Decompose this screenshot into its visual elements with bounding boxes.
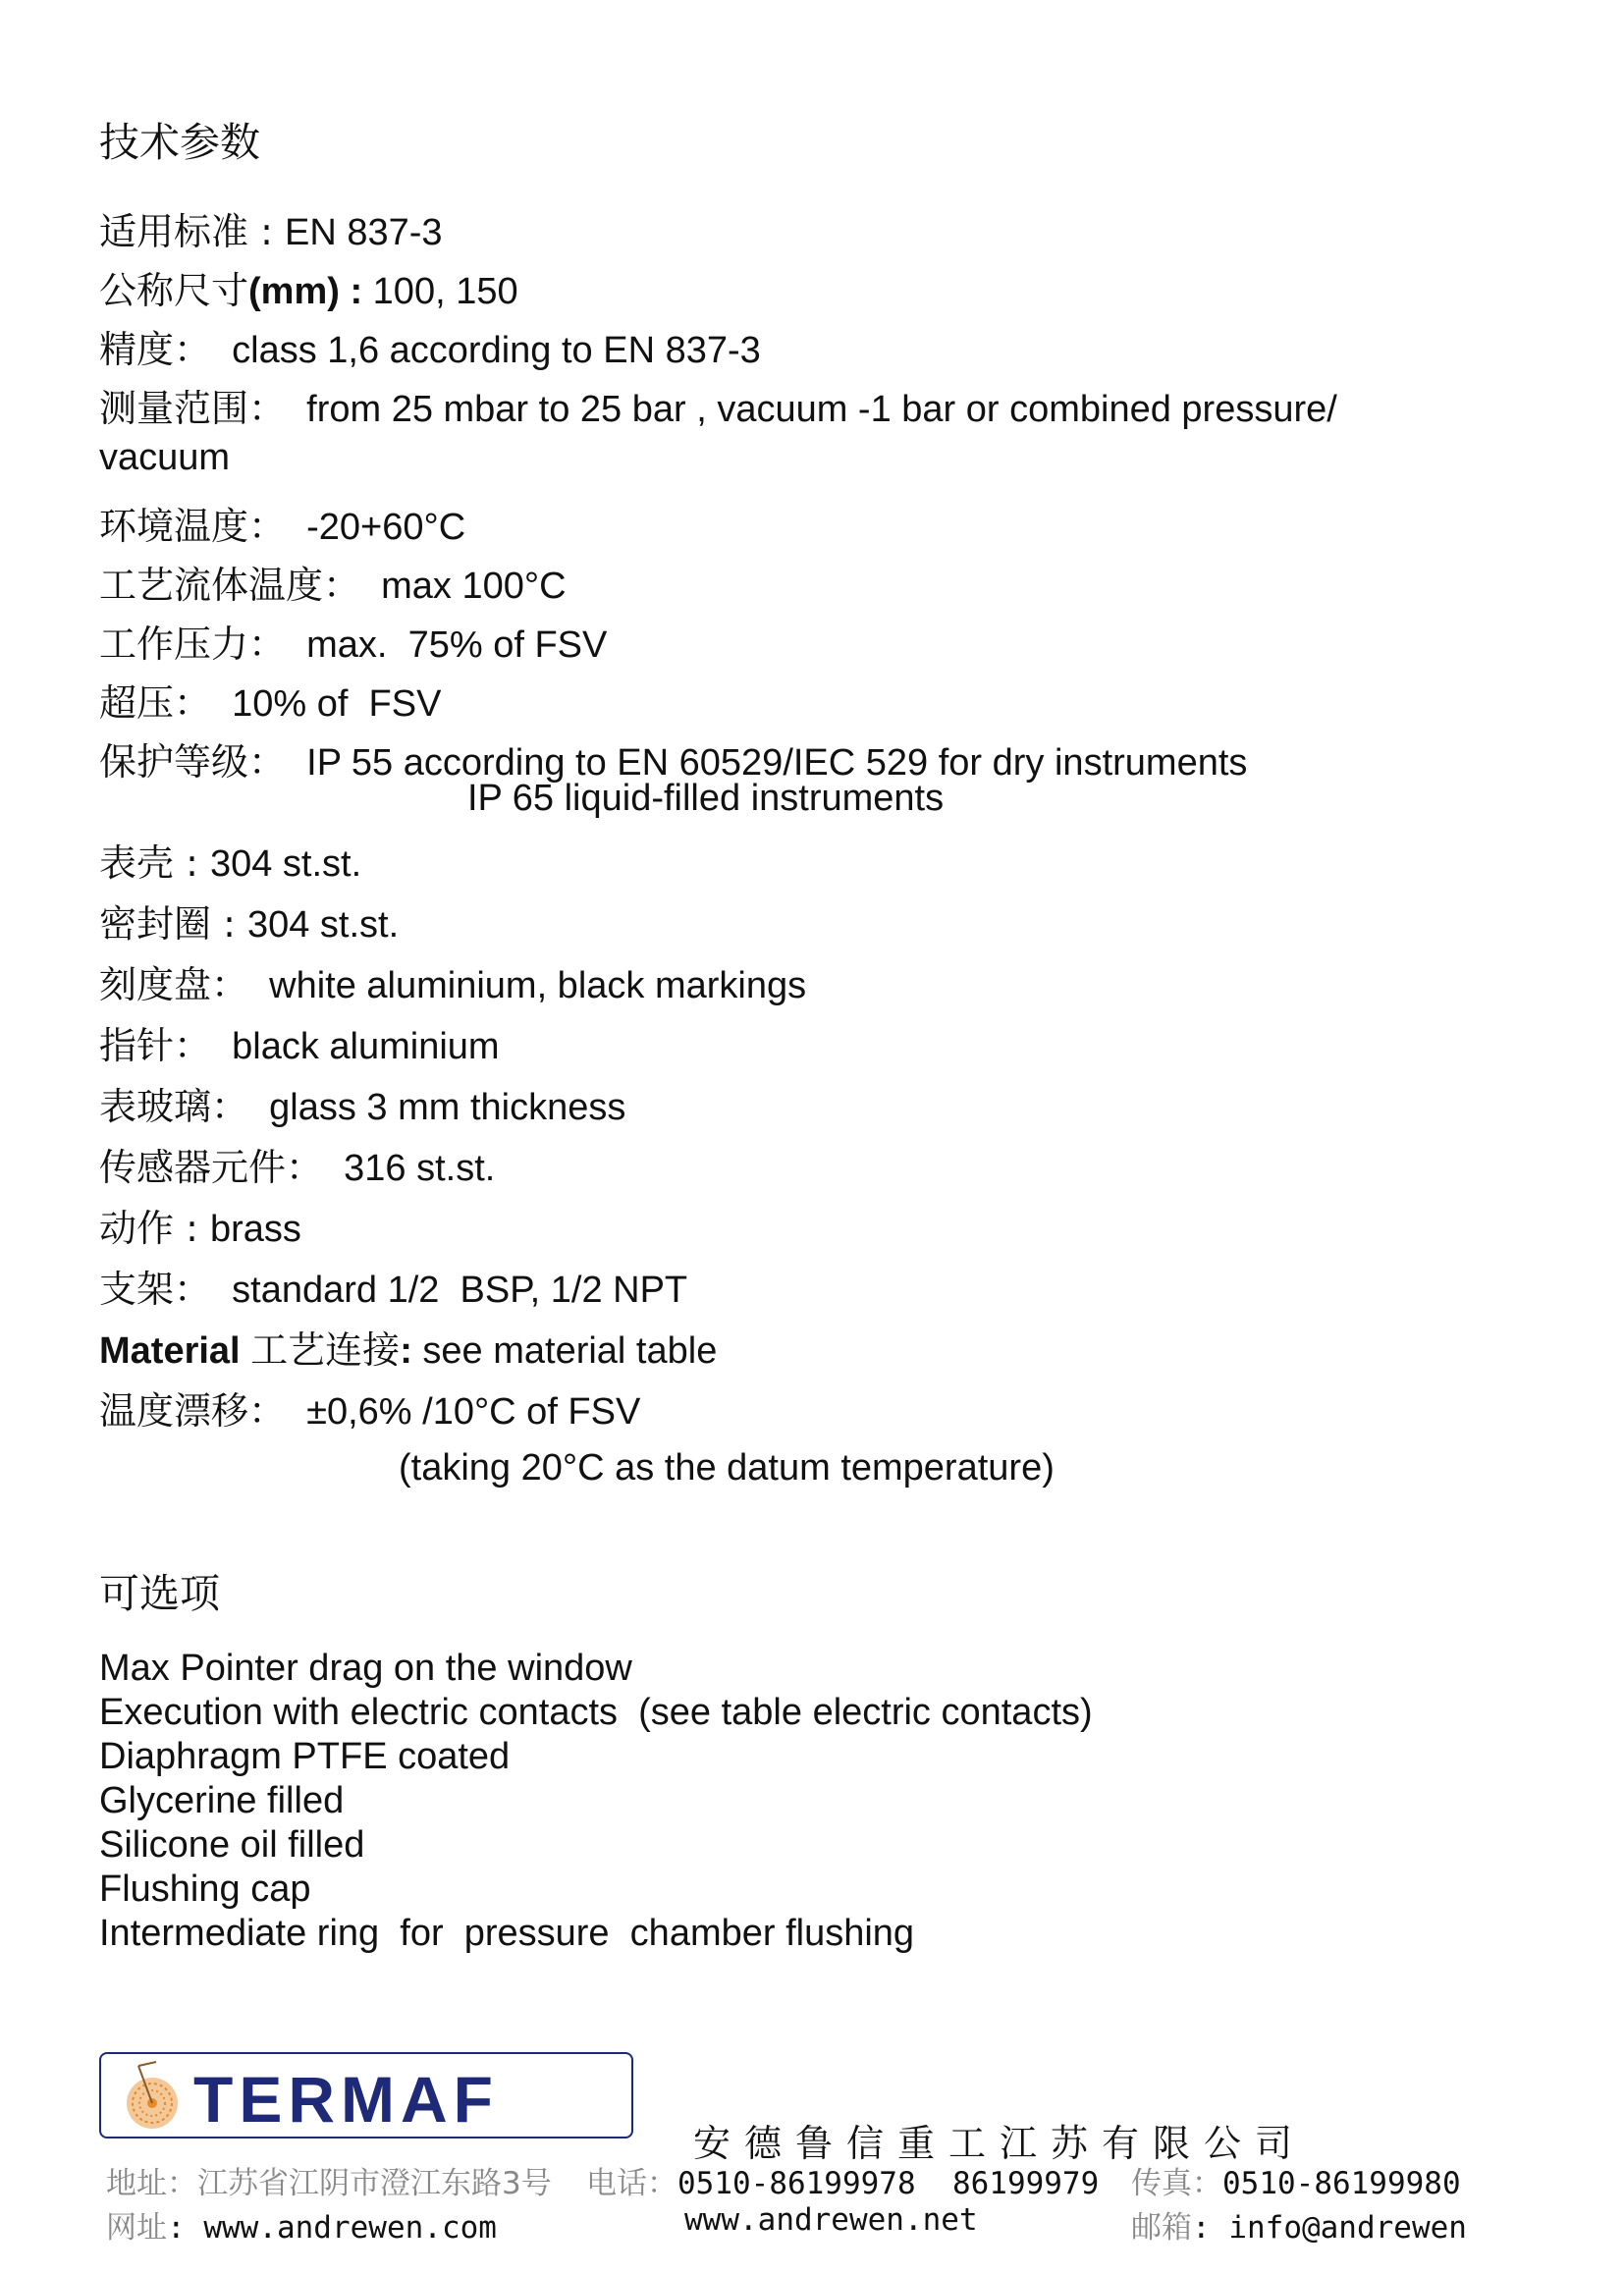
spec-value: 316 st.st. [323,1148,496,1189]
spec-value: class 1,6 according to EN 837-3 [211,330,761,371]
spec-value: see material table [411,1330,718,1372]
spec-label-colon: : [400,1330,412,1372]
spec-label: 环境温度： [99,505,287,548]
spec-label: 指针： [99,1024,212,1067]
spec-label: 表玻璃： [99,1085,249,1128]
spec-overpressure [99,673,441,727]
spec-value: -20+60°C [286,507,466,548]
spec-pointer [99,1015,500,1069]
spec-value: ±0,6% /10°C of FSV [286,1391,641,1433]
spec-label: 刻度盘： [99,963,249,1006]
spec-movement [99,1198,301,1252]
spec-label: 工艺流体温度： [99,564,361,607]
option-item: Max Pointer drag on the window [99,1648,632,1689]
website-label: 网址 [106,2210,167,2246]
spec-label: 精度： [99,328,212,371]
specs-heading: 技术参数 [99,119,260,166]
spec-process-temp [99,555,567,609]
option-item: Diaphragm PTFE coated [99,1736,511,1777]
spec-value: glass 3 mm thickness [248,1087,626,1128]
spec-value: from 25 mbar to 25 bar , vacuum -1 bar or combined pressure/ [286,389,1337,430]
spec-range-continued [99,437,230,479]
address-label: 地址： [106,2166,197,2201]
spec-label: 工作压力： [99,623,287,666]
spec-ambient-temp [99,496,465,550]
address-value: 江苏省江阴市澄江东路3号 [197,2166,552,2201]
spec-value: max 100°C [360,566,567,607]
option-item: Flushing cap [99,1868,311,1910]
spec-temp-drift [99,1381,640,1435]
option-item: Intermediate ring for pressure chamber flushing [99,1913,915,1954]
spec-value: 100, 150 [372,271,518,312]
termaf-logo [99,2052,633,2139]
spec-label-material: Material [99,1330,251,1372]
spec-label: 公称尺寸 [99,269,249,312]
website-link-2[interactable]: www.andrewen.net [684,2202,978,2238]
fax-value: 0510-86199980 [1222,2166,1461,2201]
spec-label: 传感器元件： [99,1146,324,1189]
option-item: Glycerine filled [99,1780,345,1821]
spec-value: brass [209,1209,301,1250]
email-colon: : [1192,2210,1229,2246]
spec-value: EN 837-3 [284,212,443,253]
spec-case [99,833,361,887]
spec-label: 支架： [99,1268,212,1311]
fax-label: 传真： [1131,2166,1222,2201]
spec-label: 温度漂移： [99,1389,287,1433]
spec-label: 工艺连接 [250,1328,401,1372]
email-link[interactable]: info@andrewen [1228,2210,1467,2246]
spec-dial [99,954,806,1008]
phone [586,2158,1099,2202]
spec-label: 超压： [99,681,212,725]
fax [1131,2158,1461,2202]
address [106,2158,552,2202]
logo-wordmark: TERMAF [193,2063,499,2136]
spec-accuracy [99,319,761,373]
spec-value: standard 1/2 BSP, 1/2 NPT [211,1270,688,1311]
website [106,2202,497,2247]
website-colon: : [167,2210,204,2246]
spec-value: vacuum [99,437,231,478]
company-name: 安德鲁信重工江苏有限公司 [693,2122,1307,2165]
spec-label: 密封圈 : [99,902,247,946]
spec-temp-drift-note: (taking 20°C as the datum temperature) [399,1447,1055,1489]
spec-value: white aluminium, black markings [248,965,807,1006]
spec-sensor [99,1137,495,1191]
spec-value: 304 st.st. [246,904,400,946]
spec-protection-continued: IP 65 liquid-filled instruments [467,778,945,819]
spec-label: 保护等级： [99,740,287,784]
spec-label: 适用标准 : [99,210,285,253]
option-item: Silicone oil filled [99,1824,365,1866]
website-link[interactable]: www.andrewen.com [203,2210,497,2246]
email [1131,2202,1467,2247]
email-label: 邮箱 [1131,2210,1192,2246]
spec-bracket [99,1259,687,1313]
spec-standard [99,201,443,255]
spec-seal-ring [99,893,399,948]
spec-window [99,1076,625,1130]
option-item: Execution with electric contacts (see table electric contacts) [99,1692,1093,1733]
spec-material [99,1320,717,1374]
spec-label: 动作 : [99,1207,210,1250]
spec-label-unit: (mm) : [248,271,373,312]
spec-value: max. 75% of FSV [286,624,608,666]
phone-value: 0510-86199978 86199979 [677,2166,1100,2201]
phone-label: 电话： [586,2166,677,2201]
spec-value: black aluminium [211,1026,500,1067]
options-heading: 可选项 [99,1570,220,1617]
spec-range [99,378,1337,432]
spec-value: 304 st.st. [209,843,362,885]
spec-value: 10% of FSV [211,683,442,725]
spec-working-pressure [99,614,607,668]
spec-value: IP 55 according to EN 60529/IEC 529 for dry instruments [286,742,1248,784]
gauge-logo-icon [117,2060,188,2133]
spec-label: 测量范围： [99,387,287,430]
spec-label: 表壳 : [99,841,210,885]
spec-nominal-size [99,260,518,314]
